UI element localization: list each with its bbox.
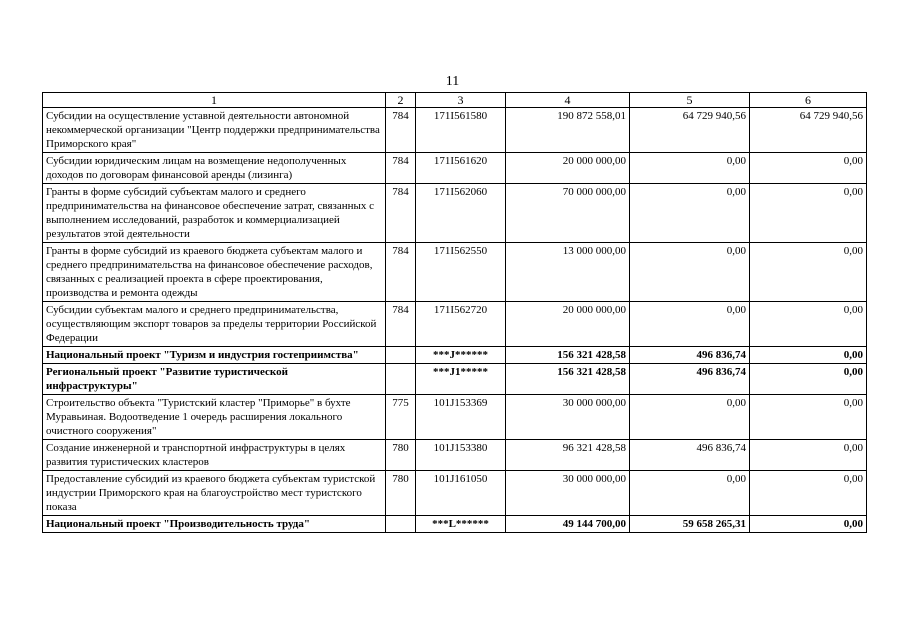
row-name: Создание инженерной и транспортной инфраструктуры в целях развития туристических кластеров bbox=[43, 440, 386, 471]
header-col-2: 2 bbox=[386, 93, 416, 108]
row-target-article: ***L****** bbox=[416, 516, 506, 533]
table-row bbox=[43, 440, 867, 471]
table-row bbox=[43, 364, 867, 395]
page-number: 11 bbox=[445, 74, 460, 89]
row-target-article: 171I562720 bbox=[416, 302, 506, 347]
row-target-article: 171I561580 bbox=[416, 108, 506, 153]
row-value-col4: 30 000 000,00 bbox=[506, 471, 630, 516]
table-row bbox=[43, 243, 867, 302]
row-value-col5: 496 836,74 bbox=[630, 364, 750, 395]
header-row bbox=[43, 93, 867, 108]
row-value-col5: 0,00 bbox=[630, 153, 750, 184]
table-row bbox=[43, 471, 867, 516]
row-target-article: ***J1***** bbox=[416, 364, 506, 395]
row-value-col6: 0,00 bbox=[750, 516, 867, 533]
row-value-col6: 0,00 bbox=[750, 364, 867, 395]
row-target-article: 101J153369 bbox=[416, 395, 506, 440]
row-code: 784 bbox=[386, 108, 416, 153]
header-col-3: 3 bbox=[416, 93, 506, 108]
row-value-col5: 0,00 bbox=[630, 243, 750, 302]
row-code: 784 bbox=[386, 153, 416, 184]
row-value-col4: 70 000 000,00 bbox=[506, 184, 630, 243]
header-col-5: 5 bbox=[630, 93, 750, 108]
row-name: Субсидии субъектам малого и среднего предпринимательства, осуществляющим экспорт товаров за пределы территории Российской Федерации bbox=[43, 302, 386, 347]
row-code bbox=[386, 516, 416, 533]
row-value-col5: 496 836,74 bbox=[630, 347, 750, 364]
row-value-col5: 496 836,74 bbox=[630, 440, 750, 471]
row-value-col4: 13 000 000,00 bbox=[506, 243, 630, 302]
row-value-col5: 0,00 bbox=[630, 184, 750, 243]
row-value-col5: 0,00 bbox=[630, 302, 750, 347]
table-row bbox=[43, 516, 867, 533]
row-value-col4: 96 321 428,58 bbox=[506, 440, 630, 471]
row-value-col4: 49 144 700,00 bbox=[506, 516, 630, 533]
header-col-1: 1 bbox=[43, 93, 386, 108]
row-code: 775 bbox=[386, 395, 416, 440]
row-name: Строительство объекта "Туристский кластер "Приморье" в бухте Муравьиная. Водоотведение 1 очередь расширения локального очистного сооружения" bbox=[43, 395, 386, 440]
row-value-col4: 156 321 428,58 bbox=[506, 347, 630, 364]
table-row bbox=[43, 302, 867, 347]
row-value-col6: 64 729 940,56 bbox=[750, 108, 867, 153]
row-value-col4: 156 321 428,58 bbox=[506, 364, 630, 395]
row-value-col6: 0,00 bbox=[750, 184, 867, 243]
header-col-4: 4 bbox=[506, 93, 630, 108]
row-code bbox=[386, 347, 416, 364]
row-target-article: 101J161050 bbox=[416, 471, 506, 516]
row-code: 784 bbox=[386, 184, 416, 243]
row-value-col5: 0,00 bbox=[630, 395, 750, 440]
row-code: 784 bbox=[386, 243, 416, 302]
row-value-col4: 30 000 000,00 bbox=[506, 395, 630, 440]
row-value-col5: 59 658 265,31 bbox=[630, 516, 750, 533]
row-value-col6: 0,00 bbox=[750, 243, 867, 302]
header-col-6: 6 bbox=[750, 93, 867, 108]
row-value-col6: 0,00 bbox=[750, 347, 867, 364]
row-code: 784 bbox=[386, 302, 416, 347]
table-row bbox=[43, 108, 867, 153]
row-value-col6: 0,00 bbox=[750, 395, 867, 440]
row-code: 780 bbox=[386, 440, 416, 471]
table-body bbox=[43, 108, 867, 533]
row-name: Субсидии юридическим лицам на возмещение недополученных доходов по договорам финансовой аренды (лизинга) bbox=[43, 153, 386, 184]
row-value-col6: 0,00 bbox=[750, 153, 867, 184]
row-target-article: 171I562550 bbox=[416, 243, 506, 302]
row-target-article: 171I562060 bbox=[416, 184, 506, 243]
row-name: Национальный проект "Производительность труда" bbox=[43, 516, 386, 533]
row-name: Гранты в форме субсидий из краевого бюджета субъектам малого и среднего предпринимательства на финансовое обеспечение расходов, связанных с реализацией проекта в сфере проектирования, производства и ремонта одежды bbox=[43, 243, 386, 302]
row-code bbox=[386, 364, 416, 395]
table-row bbox=[43, 184, 867, 243]
table-row bbox=[43, 347, 867, 364]
row-value-col4: 20 000 000,00 bbox=[506, 153, 630, 184]
row-name: Региональный проект "Развитие туристической инфраструктуры" bbox=[43, 364, 386, 395]
table-row bbox=[43, 395, 867, 440]
row-code: 780 bbox=[386, 471, 416, 516]
row-name: Предоставление субсидий из краевого бюджета субъектам туристской индустрии Приморского края на благоустройство мест туристского показа bbox=[43, 471, 386, 516]
row-value-col6: 0,00 bbox=[750, 440, 867, 471]
row-value-col5: 64 729 940,56 bbox=[630, 108, 750, 153]
row-value-col6: 0,00 bbox=[750, 302, 867, 347]
row-target-article: ***J****** bbox=[416, 347, 506, 364]
row-name: Субсидии на осуществление уставной деятельности автономной некоммерческой организации "Центр поддержки предпринимательства Приморского края" bbox=[43, 108, 386, 153]
table-row bbox=[43, 153, 867, 184]
row-name: Национальный проект "Туризм и индустрия гостеприимства" bbox=[43, 347, 386, 364]
row-target-article: 101J153380 bbox=[416, 440, 506, 471]
row-name: Гранты в форме субсидий субъектам малого и среднего предпринимательства на финансовое обеспечение затрат, связанных с выполнением исследований, разработок и коммерциализацией результатов этой деятельности bbox=[43, 184, 386, 243]
row-value-col4: 20 000 000,00 bbox=[506, 302, 630, 347]
row-value-col6: 0,00 bbox=[750, 471, 867, 516]
row-value-col5: 0,00 bbox=[630, 471, 750, 516]
row-target-article: 171I561620 bbox=[416, 153, 506, 184]
budget-table bbox=[42, 92, 867, 533]
row-value-col4: 190 872 558,01 bbox=[506, 108, 630, 153]
